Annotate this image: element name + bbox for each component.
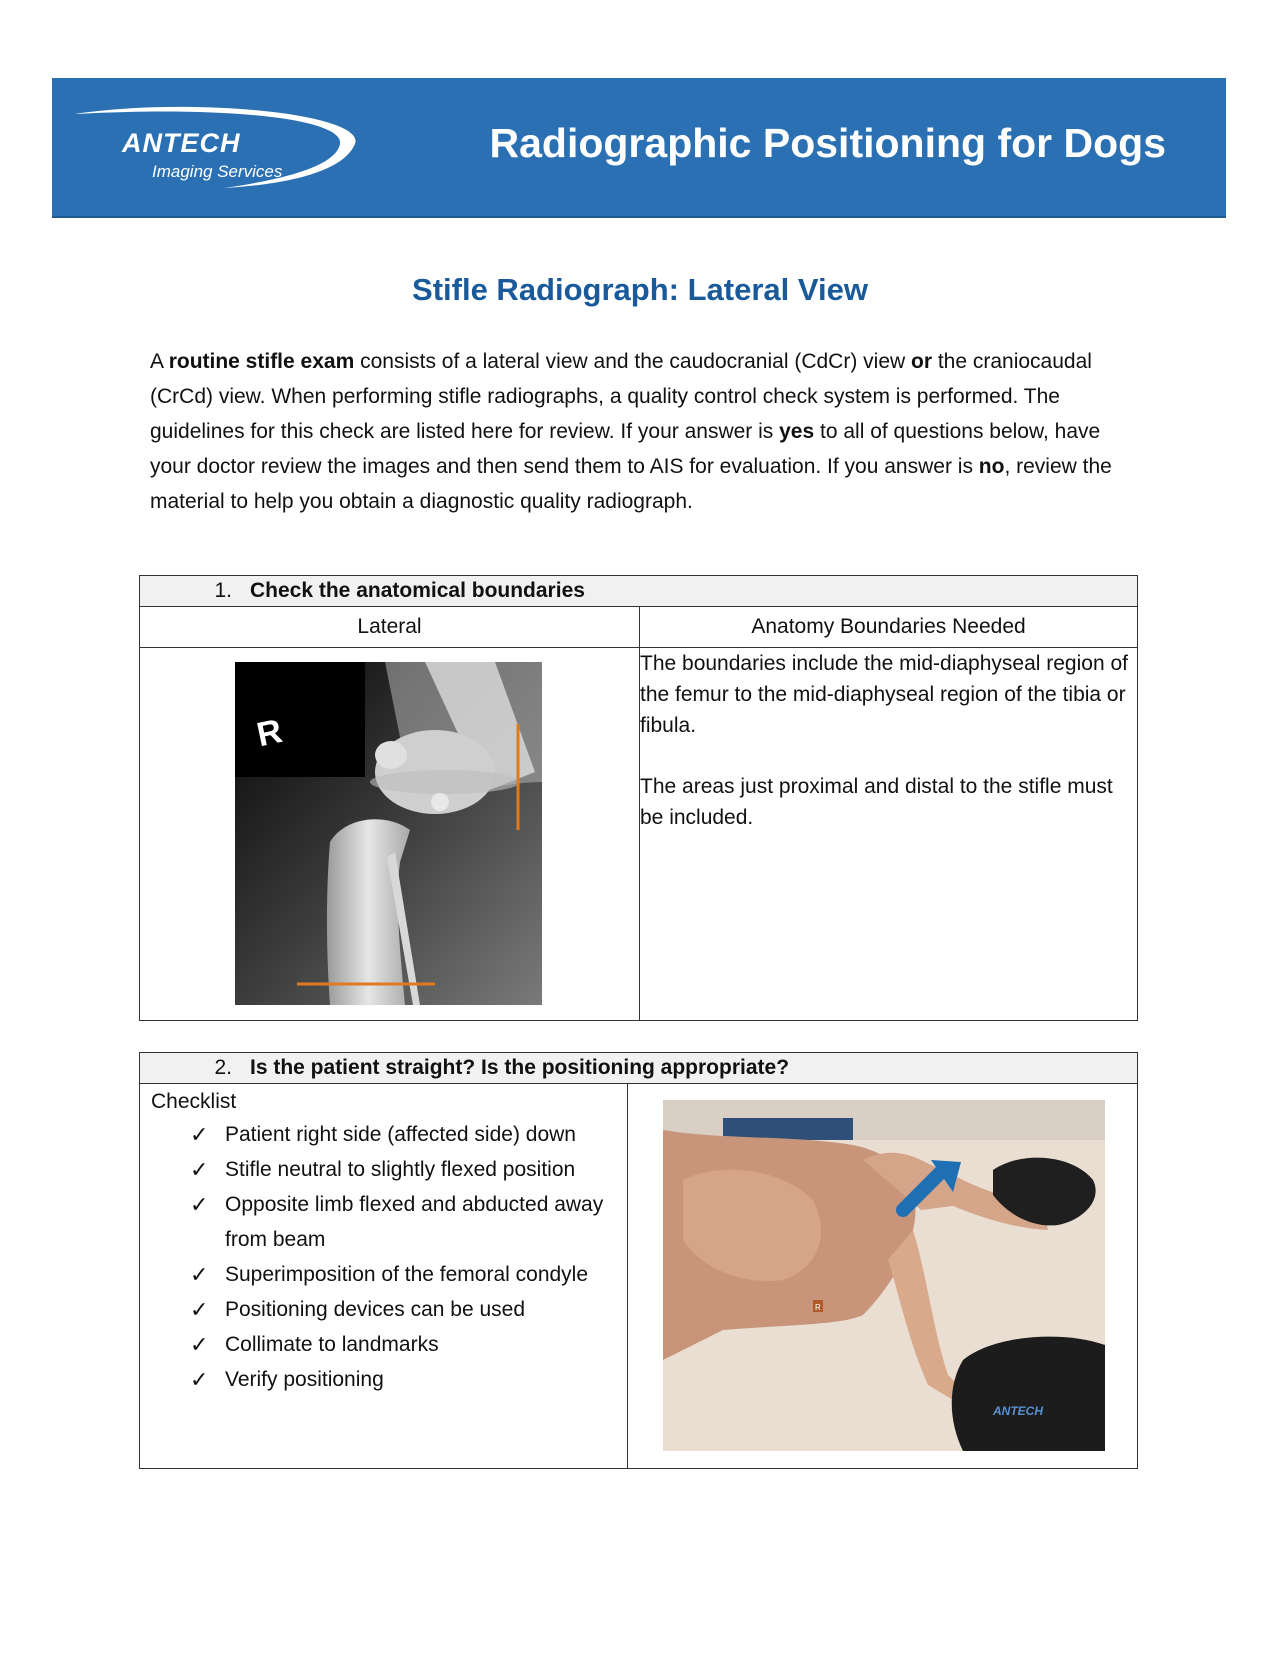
glove-logo: ANTECH — [993, 1404, 1043, 1418]
xray-cell — [140, 648, 640, 1021]
checkmark-icon: ✓ — [190, 1157, 209, 1182]
checkmark-icon: ✓ — [190, 1367, 209, 1392]
question-heading: Is the patient straight? Is the positioning appropriate? — [250, 1056, 790, 1079]
checkmark-icon: ✓ — [190, 1192, 209, 1217]
boundaries-text-1: The boundaries include the mid-diaphyseal region of the femur to the mid-diaphyseal region of the tibia or fibula. — [640, 652, 1128, 737]
checkmark-icon: ✓ — [190, 1332, 209, 1357]
list-item: ✓ Positioning devices can be used — [190, 1292, 627, 1327]
checklist-cell — [140, 1084, 628, 1469]
positioning-table — [139, 1052, 1138, 1469]
list-item: ✓ Verify positioning — [190, 1362, 627, 1397]
lateral-stifle-radiograph — [235, 662, 542, 1005]
question-number: 1. — [214, 579, 232, 602]
antech-logo — [74, 104, 374, 194]
checklist-title: Checklist — [151, 1090, 237, 1113]
boundaries-text-2: The areas just proximal and distal to the stifle must be included. — [640, 775, 1113, 829]
checkmark-icon: ✓ — [190, 1297, 209, 1322]
boundaries-table-header — [140, 576, 1138, 607]
bold-or: or — [911, 350, 932, 373]
column-header-boundaries: Anatomy Boundaries Needed — [640, 607, 1138, 648]
intro-paragraph: A routine stifle exam consists of a lateral view and the caudocranial (CdCr) view or the craniocaudal (CrCd) view. When performing stifle radiographs, a quality control check system is performed. The guidelines for this check are listed here for review. If your answer is yes to all of questions below, have your doctor review the images and then send them to AIS for evaluation. If you answer is no, review the material to help you obtain a diagnostic quality radiograph. — [150, 350, 1112, 513]
list-item: ✓ Collimate to landmarks — [190, 1327, 627, 1362]
bold-yes: yes — [779, 420, 815, 443]
list-item: ✓ Superimposition of the femoral condyle — [190, 1257, 627, 1292]
section-title: Stifle Radiograph: Lateral View — [412, 272, 868, 307]
positioning-table-header — [140, 1053, 1138, 1084]
question-heading: Check the anatomical boundaries — [250, 579, 585, 602]
list-item: ✓ Stifle neutral to slightly flexed position — [190, 1152, 627, 1187]
header-banner — [52, 78, 1226, 218]
boundaries-table — [139, 575, 1138, 1021]
checkmark-icon: ✓ — [190, 1122, 209, 1147]
question-number: 2. — [214, 1056, 232, 1079]
radiograph-side-marker: R — [253, 711, 286, 755]
document-title: Radiographic Positioning for Dogs — [489, 120, 1166, 166]
checkmark-icon: ✓ — [190, 1262, 209, 1287]
dog-positioning-photo — [663, 1100, 1105, 1451]
list-item: ✓ Opposite limb flexed and abducted away from beam — [190, 1187, 627, 1257]
logo-subtitle: Imaging Services — [152, 162, 283, 181]
bold-routine-stifle-exam: routine stifle exam — [168, 350, 355, 373]
bold-no: no — [978, 455, 1005, 478]
logo-wordmark: ANTECH — [122, 128, 241, 158]
photo-cell — [628, 1084, 1138, 1469]
photo-side-marker: R — [815, 1303, 821, 1312]
list-item: ✓ Patient right side (affected side) down — [190, 1117, 627, 1152]
boundaries-description — [640, 648, 1138, 1021]
column-header-lateral: Lateral — [140, 607, 640, 648]
checklist — [140, 1117, 627, 1397]
